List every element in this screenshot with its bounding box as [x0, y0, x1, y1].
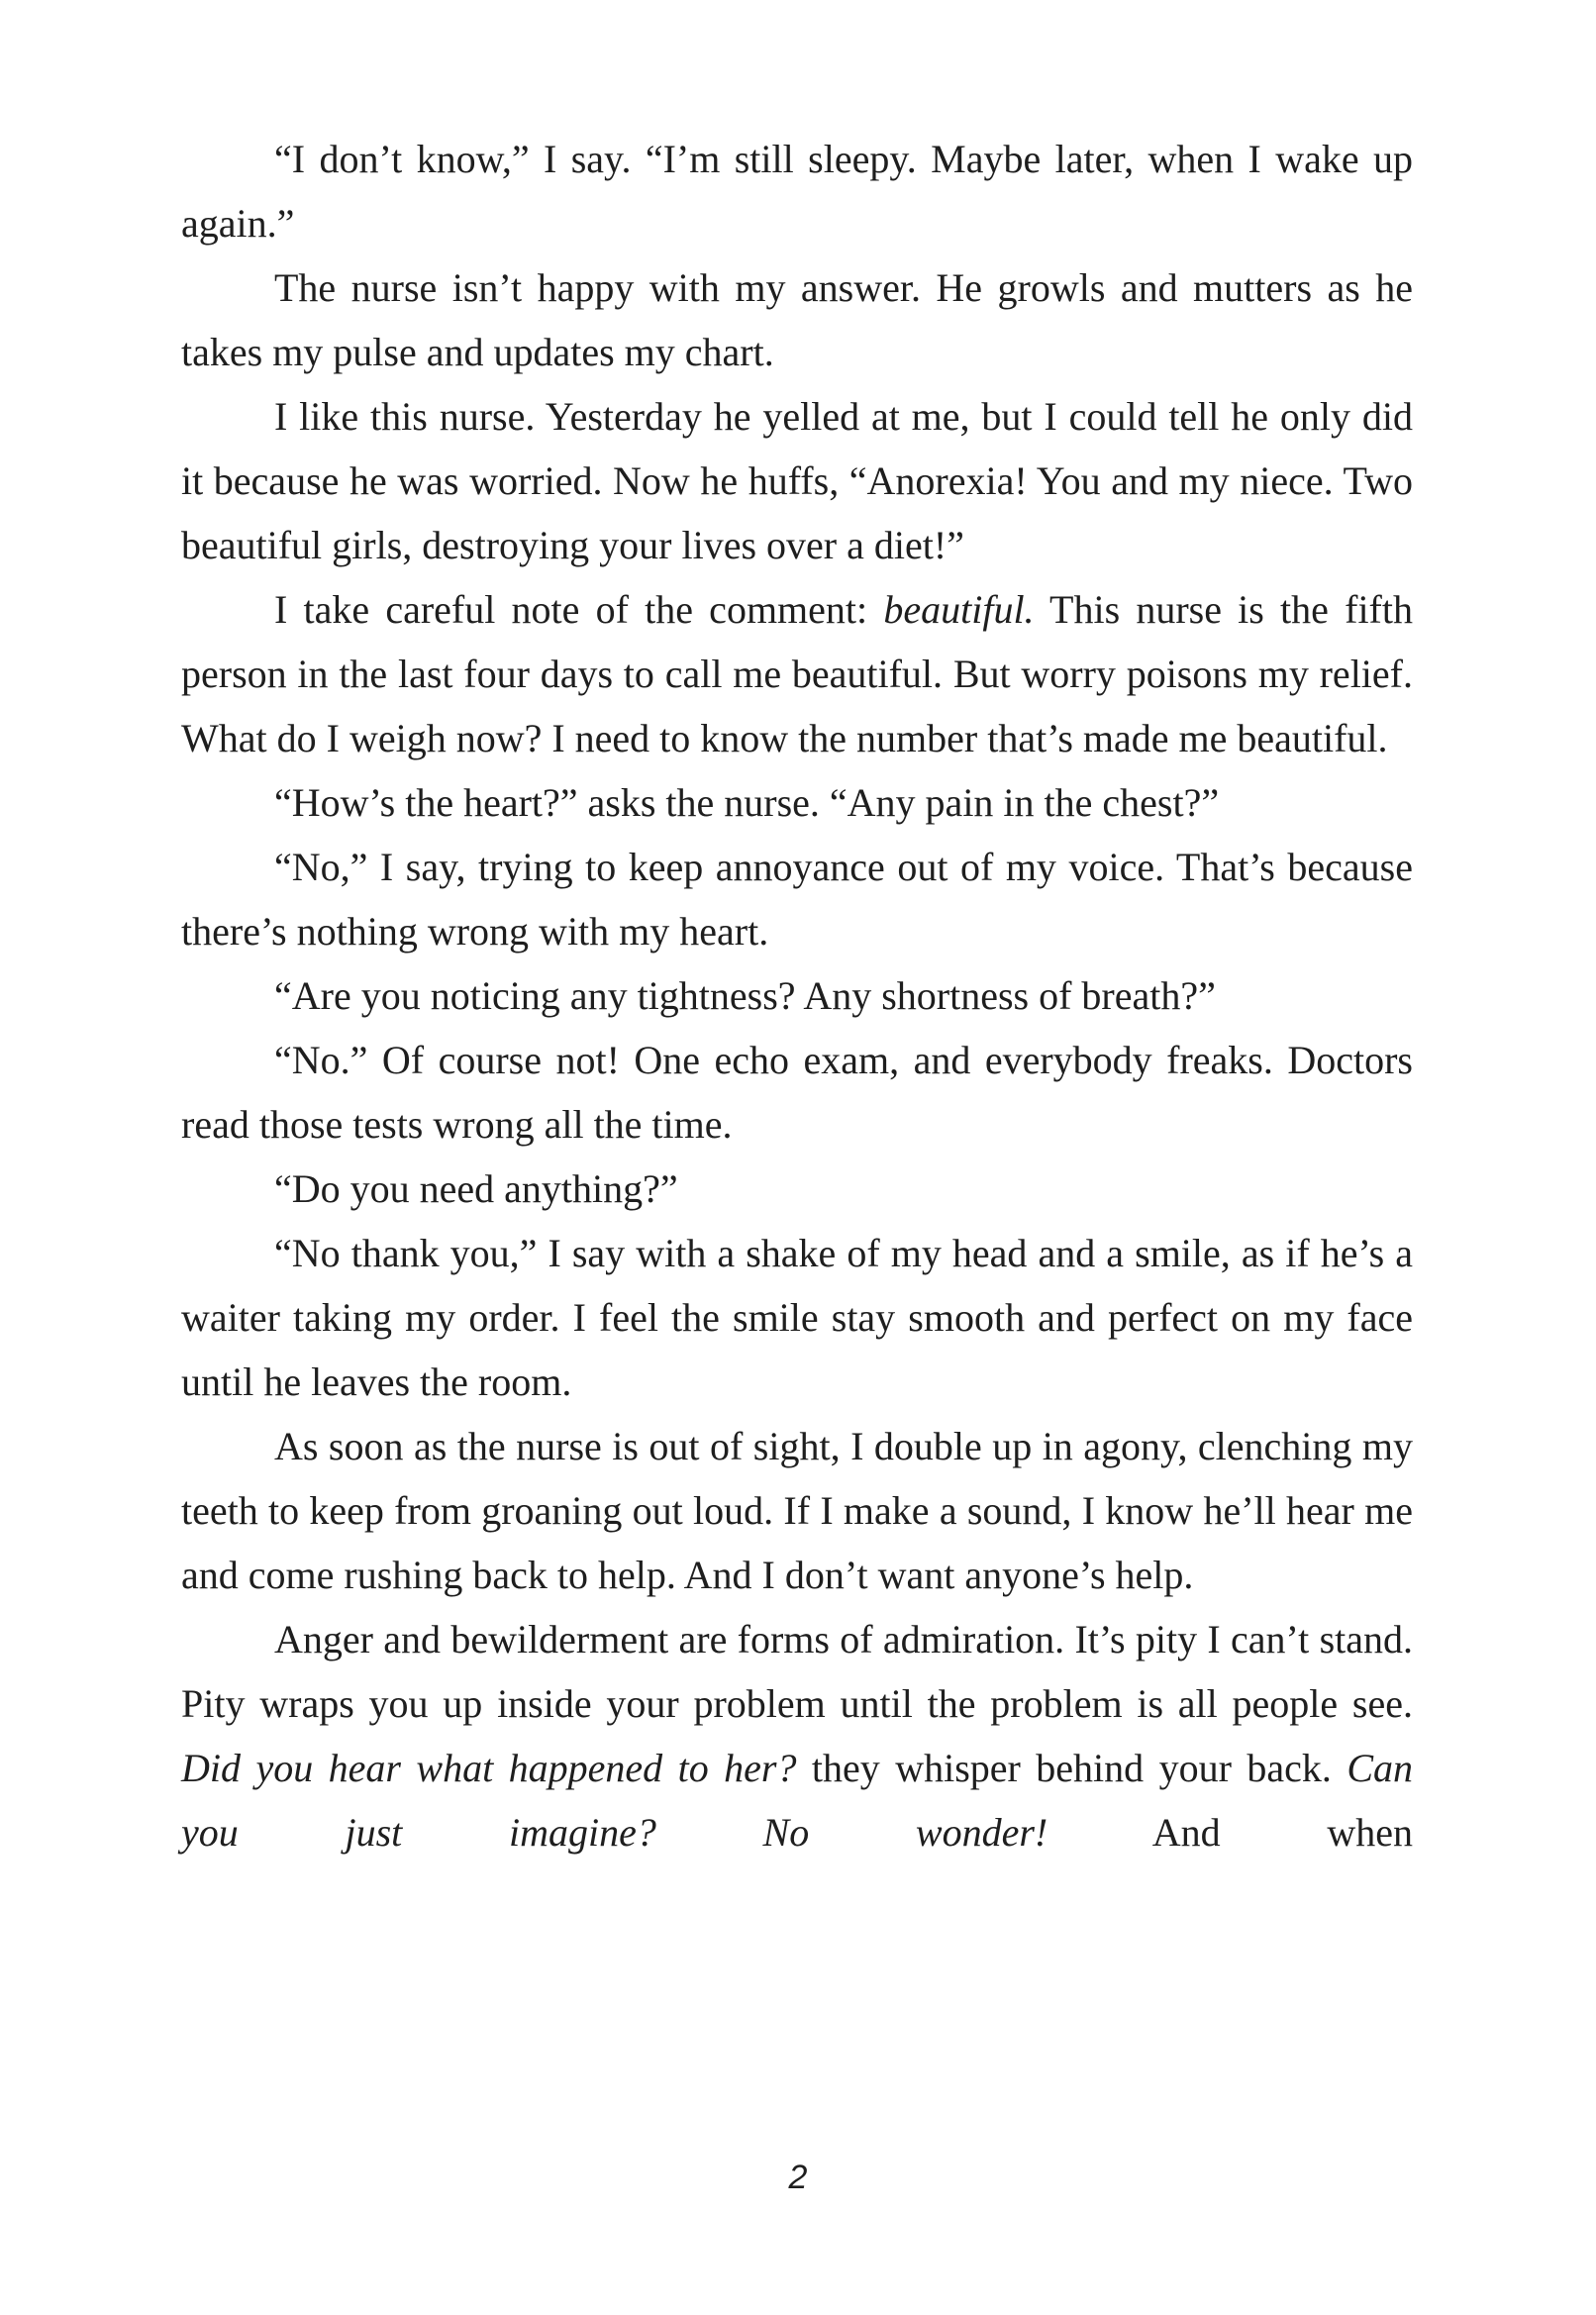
- text-run: As soon as the nurse is out of sight, I double up in agony, clenching my teeth to keep from groaning out loud. If I make a sound, I know he’ll hear me and come rushing back to help. And I don’t want anyone’s help.: [181, 1424, 1413, 1597]
- text-run: “No thank you,” I say with a shake of my head and a smile, as if he’s a waiter taking my order. I feel the smile stay smooth and perfect on my face until he leaves the room.: [181, 1231, 1413, 1404]
- paragraph: [181, 770, 1413, 835]
- paragraph: [181, 255, 1413, 384]
- paragraph: [181, 1607, 1413, 1864]
- text-run: they whisper behind your back.: [796, 1746, 1347, 1790]
- text-run: And when: [1047, 1810, 1413, 1855]
- page-number: 2: [788, 2159, 808, 2196]
- text-run: “How’s the heart?” asks the nurse. “Any pain in the chest?”: [274, 780, 1220, 825]
- text-run: “Do you need anything?”: [274, 1166, 678, 1211]
- paragraph: [181, 835, 1413, 963]
- paragraph: [181, 127, 1413, 255]
- body-text: [181, 127, 1413, 1864]
- text-run: I like this nurse. Yesterday he yelled at me, but I could tell he only did it because he was worried. Now he huffs, “Anorexia! You and my niece. Two beautiful girls, destroying your lives over a diet!”: [181, 394, 1413, 567]
- italic-text: Did you hear what happened to her?: [181, 1746, 797, 1790]
- paragraph: [181, 1414, 1413, 1607]
- text-run: “Are you noticing any tightness? Any shortness of breath?”: [274, 973, 1216, 1018]
- paragraph: [181, 963, 1413, 1028]
- text-run: This nurse is the fifth person in the last four days to call me beautiful. But worry poisons my relief. What do I weigh now? I need to know the number that’s made me beautiful.: [181, 587, 1413, 760]
- text-run: “No,” I say, trying to keep annoyance out of my voice. That’s because there’s nothing wrong with my heart.: [181, 845, 1413, 954]
- text-run: “No.” Of course not! One echo exam, and everybody freaks. Doctors read those tests wrong all the time.: [181, 1038, 1413, 1147]
- paragraph: [181, 1221, 1413, 1414]
- paragraph: [181, 1157, 1413, 1221]
- paragraph: [181, 384, 1413, 577]
- text-run: I take careful note of the comment:: [274, 587, 884, 632]
- italic-text: beautiful.: [883, 587, 1035, 632]
- italic-text: Can you just imagine? No wonder!: [181, 1746, 1414, 1855]
- text-run: “I don’t know,” I say. “I’m still sleepy. Maybe later, when I wake up again.”: [181, 137, 1413, 246]
- paragraph: [181, 1028, 1413, 1157]
- text-run: The nurse isn’t happy with my answer. He growls and mutters as he takes my pulse and updates my chart.: [181, 265, 1413, 374]
- paragraph: [181, 577, 1413, 770]
- text-run: Anger and bewilderment are forms of admiration. It’s pity I can’t stand. Pity wraps you up inside your problem until the problem is all people see.: [181, 1617, 1413, 1726]
